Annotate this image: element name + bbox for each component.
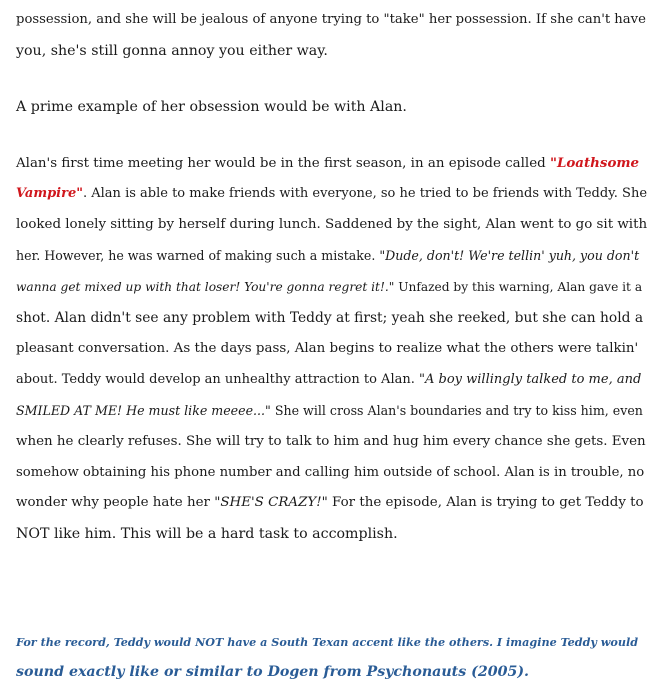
text-span: about. Teddy would develop an unhealthy attraction to Alan. [16, 372, 419, 387]
paragraph-line [16, 246, 639, 266]
text-span: She will cross Alan's boundaries and try to kiss him, even [270, 403, 643, 418]
text-span: For the record, Teddy would NOT have a South Texan accent like the others. I imagine Teddy would [16, 635, 639, 649]
paragraph-line [16, 277, 642, 297]
text-span: Alan's first time meeting her would be in the first season, in an episode called [16, 156, 550, 171]
paragraph-line [16, 339, 638, 359]
paragraph-line [16, 41, 328, 61]
text-span: looked lonely sitting by herself during lunch. Saddened by the sight, Alan went to go sit with [16, 217, 648, 232]
text-span: A prime example of her obsession would be with Alan. [16, 99, 407, 115]
text-span: NOT like him. This will be a hard task to accomplish. [16, 526, 398, 542]
paragraph-line [16, 184, 647, 204]
paragraph-line [16, 308, 643, 328]
paragraph-line [16, 215, 647, 235]
text-span: somehow obtaining his phone number and calling him outside of school. Alan is in trouble, no [16, 465, 645, 480]
paragraph-line [16, 463, 644, 483]
text-span: when he clearly refuses. She will try to talk to him and hug him every chance she gets. Even [16, 434, 646, 449]
quote: "SHE'S CRAZY!" [214, 495, 328, 510]
quote: wanna get mixed up with that loser! You're gonna regret it!." [16, 280, 395, 294]
author-note [16, 632, 638, 652]
text-span: possession, and she will be jealous of anyone trying to "take" her possession. If she can't have [16, 12, 646, 27]
paragraph-line [16, 10, 646, 30]
text-span: For the episode, Alan is trying to get Teddy to [327, 495, 644, 510]
text-span: sound exactly like or similar to Dogen from Psychonauts (2005). [16, 664, 529, 680]
paragraph-line [16, 401, 643, 421]
episode-title: Vampire" [16, 186, 83, 201]
paragraph-line [16, 370, 641, 390]
text-span: Unfazed by this warning, Alan gave it a [394, 280, 643, 294]
author-note [16, 662, 529, 682]
quote: "A boy willingly talked to me, and [419, 372, 642, 387]
paragraph-line [16, 524, 398, 544]
text-span: pleasant conversation. As the days pass, Alan begins to realize what the others were talkin' [16, 341, 639, 356]
text-span: shot. Alan didn't see any problem with Teddy at first; yeah she reeked, but she can hold a [16, 310, 644, 326]
paragraph-line [16, 153, 639, 174]
text-span: her. However, he was warned of making such a mistake. [16, 248, 380, 263]
paragraph-line [16, 432, 646, 452]
quote: "Dude, don't! We're tellin' yuh, you don't [379, 248, 640, 263]
episode-title: "Loathsome [549, 155, 640, 171]
text-span: wonder why people hate her [16, 495, 215, 510]
text-span: you, she's still gonna annoy you either way. [16, 43, 328, 59]
text-span: . Alan is able to make friends with everyone, so he tried to be friends with Teddy. She [83, 186, 648, 201]
quote: SMILED AT ME! He must like meeee..." [16, 403, 271, 418]
paragraph-line [16, 493, 644, 513]
paragraph-line [16, 97, 407, 117]
